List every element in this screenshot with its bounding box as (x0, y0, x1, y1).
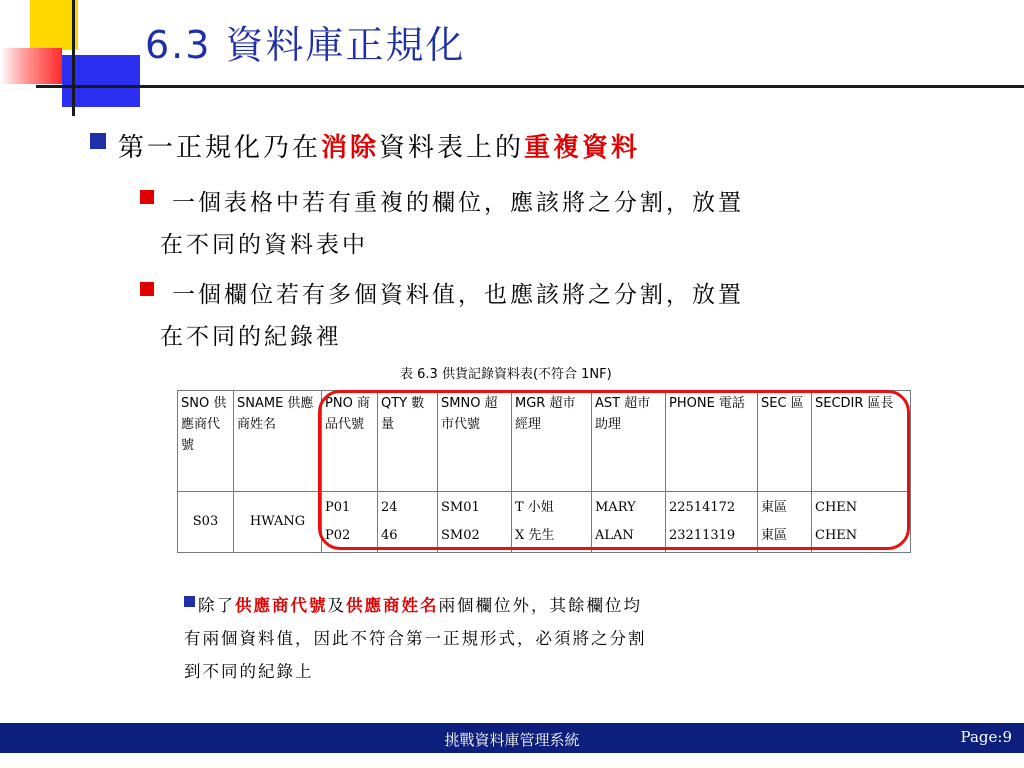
page-number: Page:9 (960, 728, 1012, 746)
cell-ast: MARY ALAN (592, 492, 666, 553)
note-line3: 到不同的紀錄上 (184, 662, 314, 681)
bullet-main: 第一正規化乃在消除資料表上的重複資料 (118, 133, 641, 163)
header-qty: QTY 數量 (378, 391, 438, 492)
header-ast: AST 超市助理 (592, 391, 666, 492)
header-sname: SNAME 供應商姓名 (234, 391, 322, 492)
note-line2: 有兩個資料值，因此不符合第一正規形式，必須將之分割 (184, 629, 647, 648)
cell-smno: SM01 SM02 (438, 492, 512, 553)
table-caption: 表 6.3 供貨記錄資料表(不符合 1NF) (400, 367, 612, 382)
sub-bullet-1-line2: 在不同的資料表中 (160, 232, 368, 258)
cell-phone: 22514172 23211319 (666, 492, 758, 553)
cell-qty: 24 46 (378, 492, 438, 553)
sub-bullet-2-line2: 在不同的紀錄裡 (160, 324, 342, 350)
bullet-square-icon (90, 133, 106, 149)
sub-bullet-square-icon (140, 190, 154, 204)
cell-pno: P01 P02 (322, 492, 378, 553)
header-smno: SMNO 超市代號 (438, 391, 512, 492)
cell-mgr: T 小姐 X 先生 (512, 492, 592, 553)
footer-title: 挑戰資料庫管理系統 (444, 731, 580, 749)
sub-bullet-square-icon (140, 282, 154, 296)
cell-sname: HWANG (234, 492, 322, 553)
header-mgr: MGR 超市經理 (512, 391, 592, 492)
sub-bullet-1-line1: 一個表格中若有重複的欄位，應該將之分割，放置 (172, 190, 744, 216)
red-highlight-outline (318, 390, 910, 550)
header-secdir: SECDIR 區長 (812, 391, 911, 492)
slide-title: 6.3 資料庫正規化 (145, 23, 466, 67)
decor-vertical-line (72, 0, 75, 116)
cell-secdir: CHEN CHEN (812, 492, 911, 553)
title-underline (36, 85, 1024, 88)
decor-yellow-block (30, 0, 78, 50)
header-pno: PNO 商品代號 (322, 391, 378, 492)
decor-red-gradient-block (0, 48, 62, 84)
note-bullet-square-icon (184, 596, 195, 607)
header-sec: SEC 區 (758, 391, 812, 492)
note-line1: 除了供應商代號及供應商姓名兩個欄位外，其餘欄位均 (198, 596, 642, 615)
header-sno: SNO 供應商代號 (178, 391, 234, 492)
header-phone: PHONE 電話 (666, 391, 758, 492)
cell-sno: S03 (178, 492, 234, 553)
sub-bullet-2-line1: 一個欄位若有多個資料值，也應該將之分割，放置 (172, 282, 744, 308)
footer-bar (0, 723, 1024, 753)
cell-sec: 東區 東區 (758, 492, 812, 553)
